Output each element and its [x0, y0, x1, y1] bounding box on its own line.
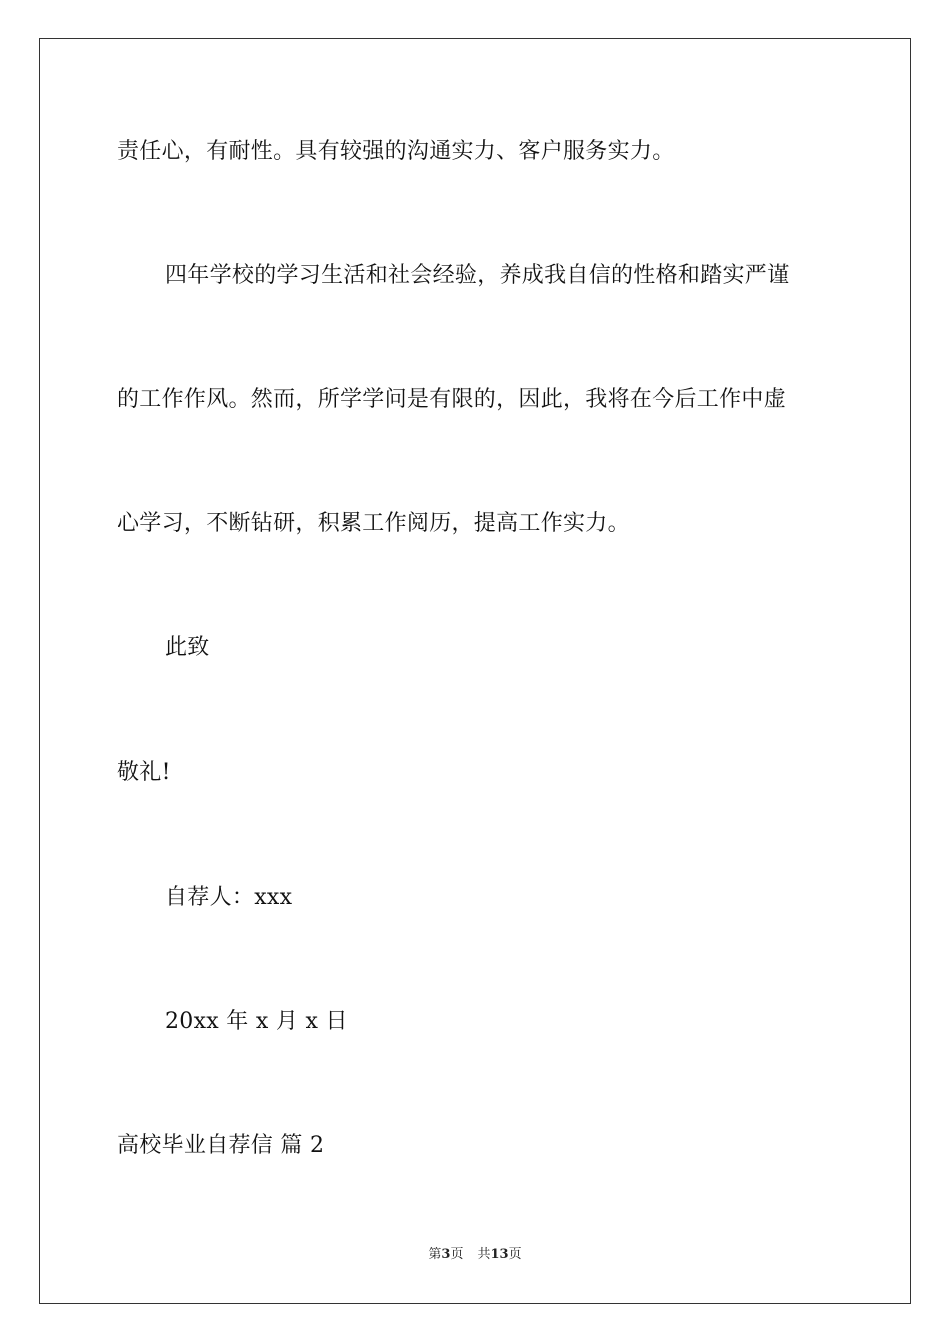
paragraph-line: 四年学校的学习生活和社会经验，养成我自信的性格和踏实严谨: [165, 263, 790, 288]
footer-page-suffix: 页: [450, 1247, 464, 1262]
section-heading: 高校毕业自荐信 篇 2: [117, 1133, 325, 1158]
page-border: [39, 38, 911, 1304]
closing-regards: 敬礼!: [117, 760, 171, 785]
footer-total-pages: 13: [490, 1247, 509, 1262]
footer-page-number: 3: [441, 1247, 451, 1262]
footer-page-prefix: 第: [428, 1247, 442, 1262]
closing-salutation: 此致: [165, 635, 210, 660]
paragraph-line: 的工作作风。然而，所学学问是有限的，因此，我将在今后工作中虚: [117, 387, 787, 412]
signature-line: 自荐人：xxx: [165, 885, 293, 910]
paragraph-line: 心学习，不断钻研，积累工作阅历，提高工作实力。: [117, 511, 630, 536]
page-footer: [0, 1246, 950, 1264]
paragraph-line: 责任心，有耐性。具有较强的沟通实力、客户服务实力。: [117, 139, 675, 164]
footer-total-prefix: 共: [477, 1247, 491, 1262]
date-line: 20xx 年 x 月 x 日: [165, 1009, 348, 1034]
footer-total-suffix: 页: [508, 1247, 522, 1262]
